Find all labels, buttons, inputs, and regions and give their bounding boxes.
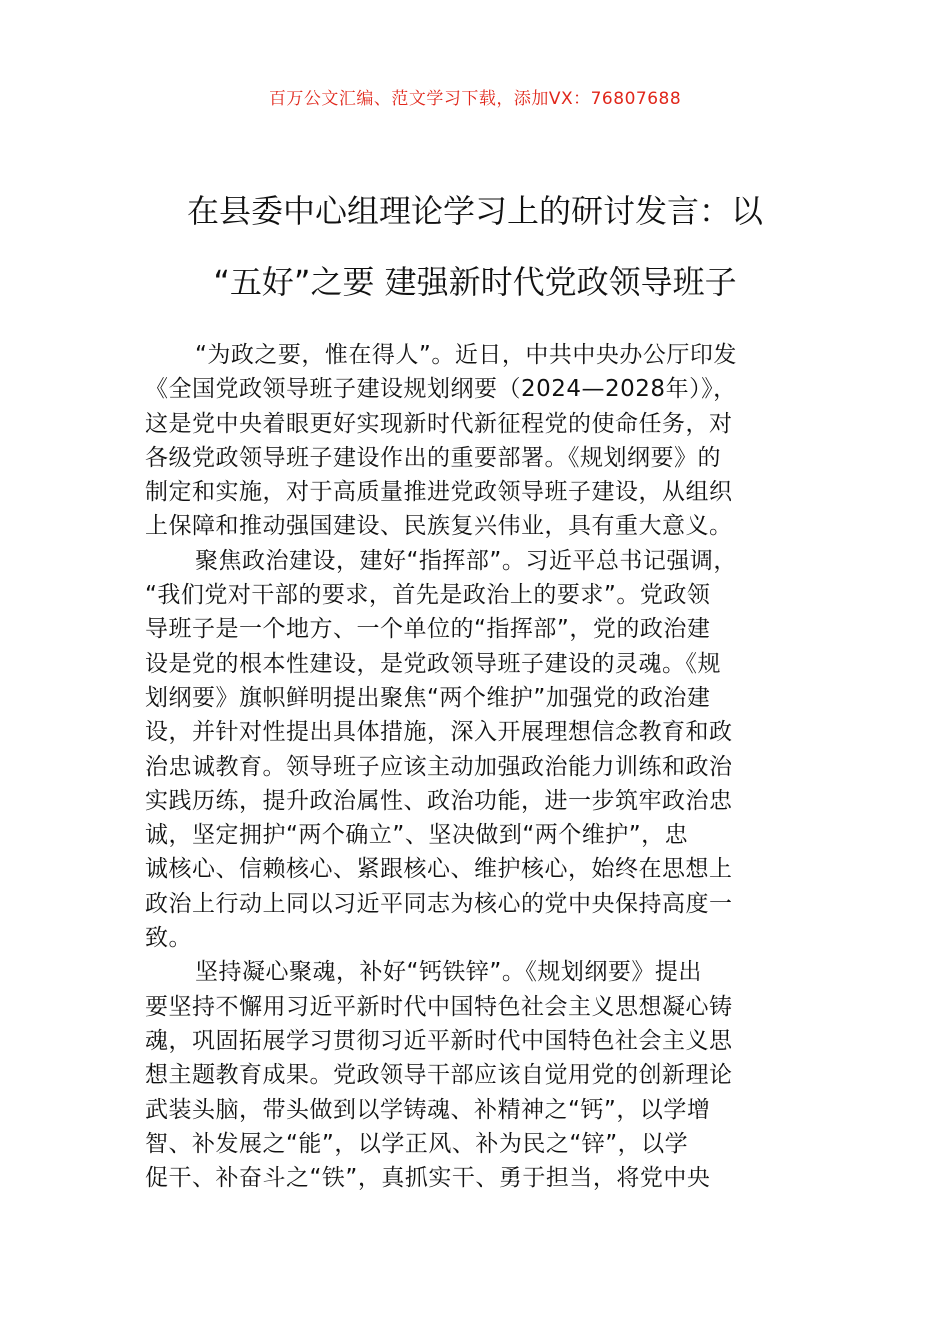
- text-line: 各级党政领导班子建设作出的重要部署。《规划纲要》的: [145, 444, 721, 471]
- text-line: 划纲要》旗帜鲜明提出聚焦“两个维护”加强党的政治建: [145, 684, 711, 711]
- text-line: 制定和实施，对于高质量推进党政领导班子建设，从组织: [145, 479, 733, 506]
- text-line: 实践历练，提升政治属性、政治功能，进一步筑牢政治忠: [145, 787, 733, 814]
- text-line: 这是党中央着眼更好实现新时代新征程党的使命任务，对: [145, 410, 733, 437]
- title-line-2: “五好”之要 建强新时代党政领导班子: [213, 263, 737, 301]
- text-line: 诚核心、信赖核心、紧跟核心、维护核心，始终在思想上: [145, 856, 733, 883]
- text-line: 促干、补奋斗之“铁”，真抓实干、勇于担当，将党中央: [145, 1165, 711, 1192]
- text-line: 治忠诚教育。领导班子应该主动加强政治能力训练和政治: [145, 753, 733, 780]
- text-line: 武装头脑，带头做到以学铸魂、补精神之“钙”，以学增: [145, 1096, 711, 1123]
- text-line: 政治上行动上同以习近平同志为核心的党中央保持高度一: [145, 890, 733, 917]
- text-line: 魂，巩固拓展学习贯彻习近平新时代中国特色社会主义思: [145, 1027, 733, 1054]
- paragraph-3: [145, 955, 810, 1195]
- paragraph-1: [145, 338, 810, 544]
- text-line: 设是党的根本性建设，是党政领导班子建设的灵魂。《规: [145, 650, 721, 677]
- text-line: 要坚持不懈用习近平新时代中国特色社会主义思想凝心铸: [145, 993, 733, 1020]
- text-line: 《全国党政领导班子建设规划纲要（2024—2028年）》，: [145, 376, 737, 403]
- document-title: [120, 176, 830, 318]
- promo-banner: 百万公文汇编、范文学习下载，添加VX：76807688: [268, 89, 682, 109]
- paragraph-2: [145, 544, 810, 956]
- text-line: 上保障和推动强国建设、民族复兴伟业，具有重大意义。: [145, 513, 733, 540]
- text-line: 导班子是一个地方、一个单位的“指挥部”，党的政治建: [145, 616, 711, 643]
- title-line-1: 在县委中心组理论学习上的研讨发言：以: [186, 192, 763, 230]
- text-line: 致。: [145, 925, 192, 952]
- text-line: 诚，坚定拥护“两个确立”、坚决做到“两个维护”，忠: [145, 822, 689, 849]
- text-line: 坚持凝心聚魂，补好“钙铁锌”。《规划纲要》提出: [195, 959, 702, 986]
- document-body: [145, 338, 810, 1195]
- text-line: 智、补发展之“能”，以学正风、补为民之“锌”，以学: [145, 1130, 689, 1157]
- text-line: 想主题教育成果。党政领导干部应该自觉用党的创新理论: [145, 1062, 733, 1089]
- text-line: “我们党对干部的要求，首先是政治上的要求”。党政领: [145, 582, 711, 609]
- text-line: “为政之要，惟在得人”。近日，中共中央办公厅印发: [195, 342, 737, 368]
- text-line: 设，并针对性提出具体措施，深入开展理想信念教育和政: [145, 719, 733, 746]
- text-line: 聚焦政治建设，建好“指挥部”。习近平总书记强调，: [195, 547, 737, 574]
